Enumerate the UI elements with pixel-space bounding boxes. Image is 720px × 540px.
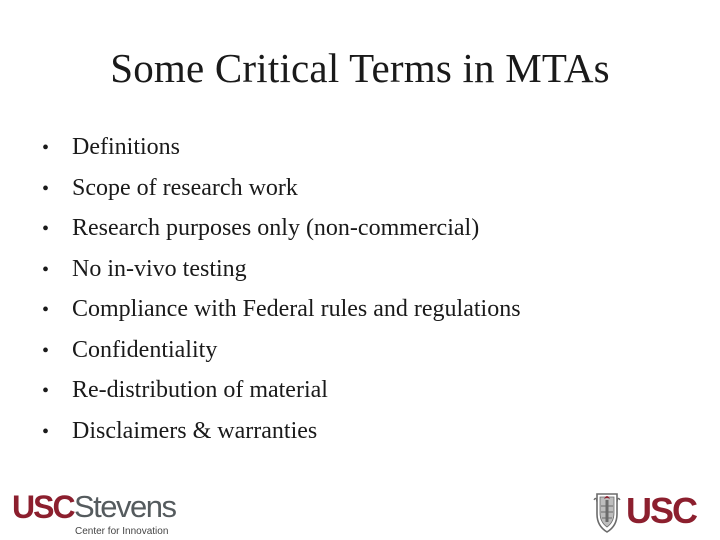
usc-stevens-logo-subtitle: Center for Innovation [75,526,169,537]
bullet-item-definitions [42,129,521,170]
bullet-dot: • [42,258,50,281]
bullet-list [42,129,521,453]
bullet-text: No in-vivo testing [72,255,247,282]
usc-logo [592,490,707,534]
bullet-item-disclaimers [42,413,521,454]
slide-footer [0,480,720,540]
bullet-item-research-purposes [42,210,521,251]
bullet-dot: • [42,177,50,200]
bullet-item-confidentiality [42,332,521,373]
bullet-item-scope [42,170,521,211]
bullet-dot: • [42,420,50,443]
usc-seal-icon [592,490,622,534]
bullet-text: Compliance with Federal rules and regulations [72,296,521,322]
bullet-dot: • [42,299,50,321]
bullet-item-compliance [42,291,521,332]
usc-stevens-logo-usc: USC [12,489,74,525]
usc-stevens-logo-name: Stevens [74,489,176,524]
bullet-dot: • [42,339,50,362]
bullet-text: Research purposes only (non-commercial) [72,215,480,241]
bullet-text: Scope of research work [72,174,298,201]
bullet-dot: • [42,380,50,402]
bullet-text: Confidentiality [72,336,218,363]
bullet-item-redistribution [42,372,521,413]
bullet-dot: • [42,218,50,240]
bullet-dot: • [42,137,50,159]
slide-title: Some Critical Terms in MTAs [110,45,610,91]
usc-logo-text: USC [626,490,697,531]
bullet-text: Definitions [72,134,180,160]
bullet-text: Re-distribution of material [72,377,328,403]
bullet-text: Disclaimers & warranties [72,417,318,444]
bullet-item-in-vivo [42,251,521,292]
usc-stevens-logo [12,490,212,540]
